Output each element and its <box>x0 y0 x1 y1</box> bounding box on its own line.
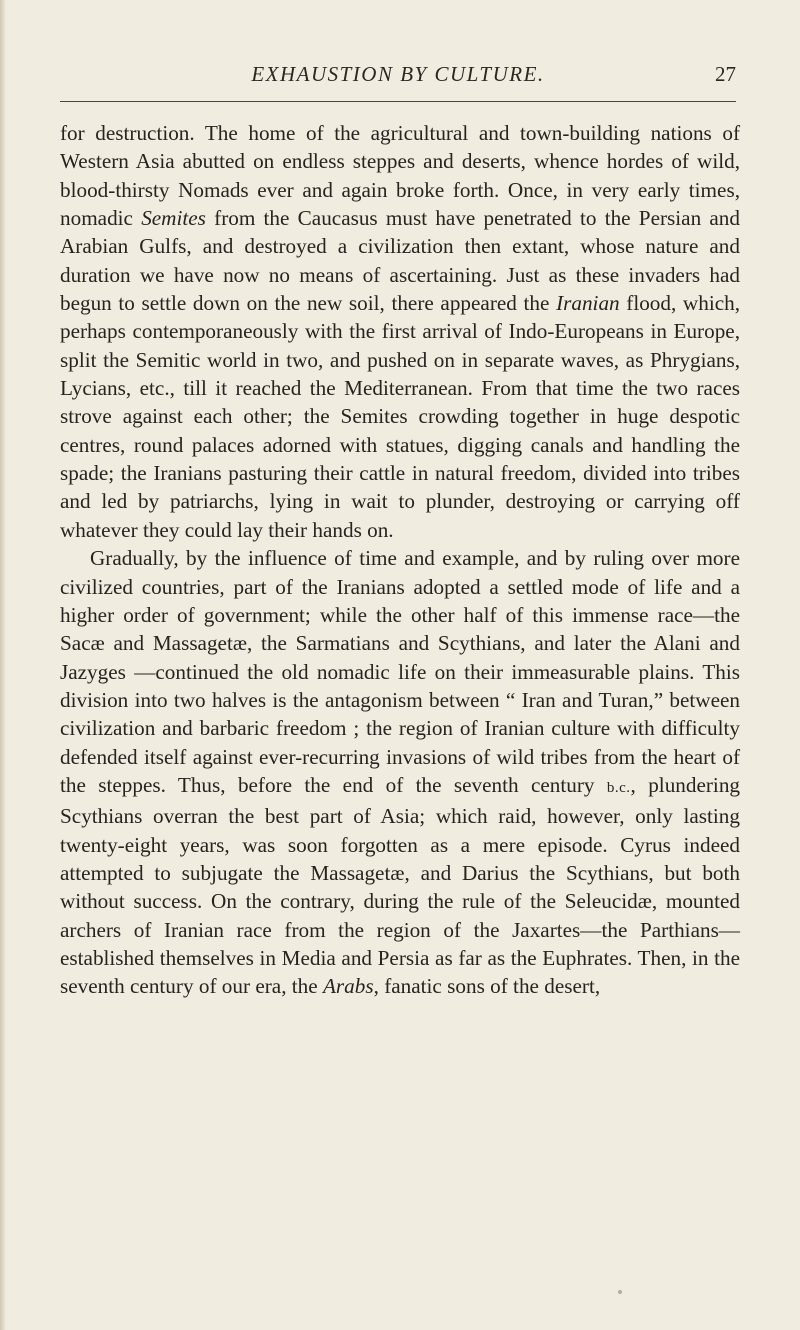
paper-speck <box>618 1290 622 1294</box>
text-run: flood, which, perhaps contemporaneously with the first arrival of Indo-Europeans in Europe, split the Semitic world in two, and pushed on in separate waves, as Phrygians, Lycians, etc., till it reached the Mediterranean. From that time the two races strove against each other; the Semites crowding together in huge despotic centres, round palaces adorned with statues, digging canals and handling the spade; the Iranians pasturing their cattle in natural freedom, divided into tribes and led by patriarchs, lying in wait to plunder, destroying or carrying off whatever they could lay their hands on. <box>60 291 741 542</box>
small-caps-abbreviation: b.c. <box>606 779 631 796</box>
page-gutter-shadow <box>0 0 6 1330</box>
page-header <box>60 62 736 92</box>
text-run: , fanatic sons of the desert, <box>373 974 601 999</box>
text-run: , plundering Scythians overran the best part of Asia; which raid, however, only lasting twenty-eight years, was soon forgotten as a mere episode. Cyrus indeed attempted to subjugate the Massagetæ, and Darius the Scythians, but both without success. On the contrary, during the rule of the Seleucidæ, mounted archers of Iranian race from the region of the Jaxartes—the Parthians—established themselves in Media and Persia as far as the Euphrates. Then, in the seventh century of our era, the <box>60 772 741 999</box>
paragraph-2 <box>60 544 740 1001</box>
text-run: Gradually, by the influence of time and example, and by ruling over more civilized countries, part of the Iranians adopted a settled mode of life and a higher order of government; while the other half of this immense race—the Sacæ and Massagetæ, the Sarmatians and Scythians, and later the Alani and Jazyges —continued the old nomadic life on their immeasurable plains. This division into two halves is the antagonism between “ Iran and Turan,” between civilization and barbaric freedom ; the region of Iranian culture with difficulty defended itself against ever-recurring invasions of wild tribes from the heart of the steppes. Thus, before the end of the seventh century <box>60 546 740 797</box>
text-run: for destruction. The home of the agricultural and town-building nations of Western Asia abutted on endless steppes and deserts, whence hordes of wild, blood-thirsty Nomads ever and again broke forth. Once, in very early times, nomadic <box>60 121 740 231</box>
text-run: from the Caucasus must have penetrated to the Persian and Arabian Gulfs, and destroyed a civilization then extant, whose nature and duration we have now no means of ascertaining. Just as these invaders had begun to settle down on the new soil, there appeared the <box>60 206 740 316</box>
italic-term: Iranian <box>556 291 620 316</box>
italic-term: Arabs <box>322 974 374 999</box>
italic-term: Semites <box>141 206 206 231</box>
page-number: 27 <box>715 62 736 86</box>
paragraph-1 <box>60 119 740 544</box>
header-rule <box>60 101 736 102</box>
body-text <box>60 119 740 1001</box>
running-title: EXHAUSTION BY CULTURE. <box>251 62 545 86</box>
